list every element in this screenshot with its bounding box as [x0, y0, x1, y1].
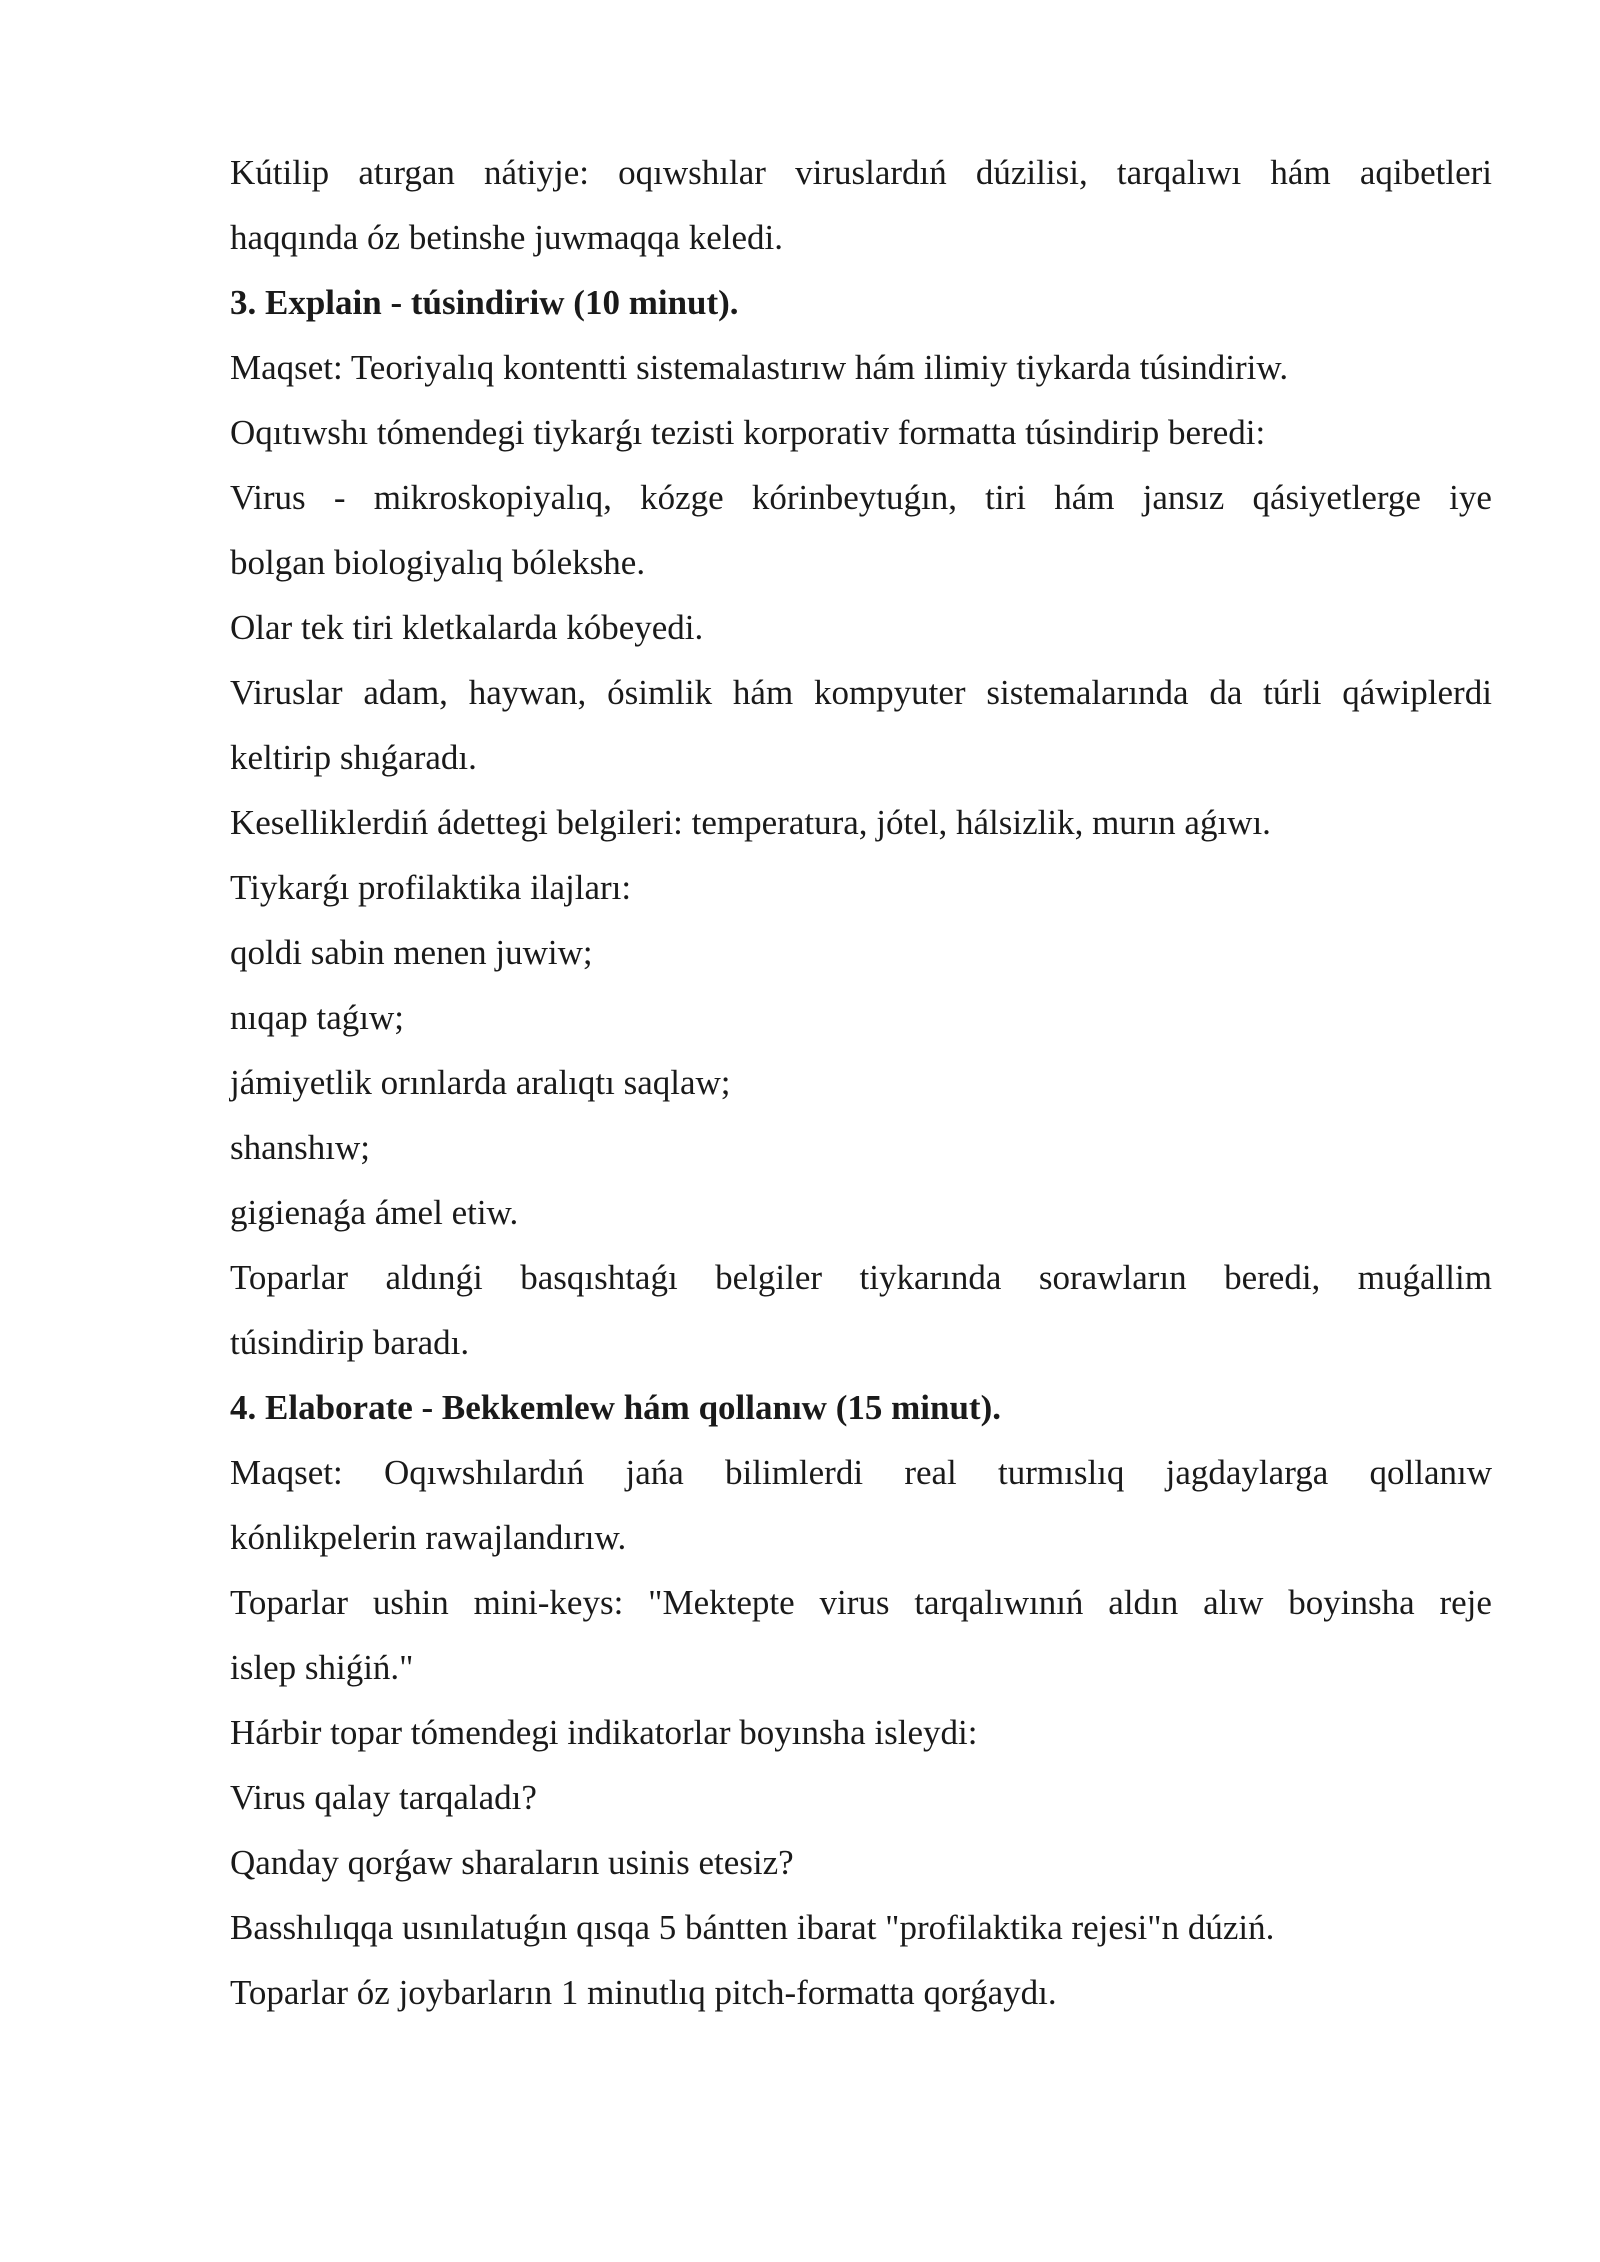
word: nátiyje: — [484, 153, 590, 192]
word: sistemalarında — [986, 673, 1189, 712]
text-line: Tiykarǵı profilaktika ilajları: — [230, 868, 632, 907]
section-heading: 4. Elaborate - Bekkemlew hám qollanıw (15 minut). — [230, 1388, 1001, 1427]
word: jagdaylarga — [1165, 1453, 1329, 1492]
word: túrli — [1263, 673, 1322, 712]
word: kózge — [640, 478, 724, 517]
text-line — [230, 1440, 1492, 1505]
text-line — [230, 140, 1492, 205]
text-line — [230, 660, 1492, 725]
word: reje — [1439, 1583, 1492, 1622]
text-line: Hárbir topar tómendegi indikatorlar boyınsha isleydi: — [230, 1713, 978, 1752]
word: iye — [1449, 478, 1492, 517]
text-line: bolgan biologiyalıq bólekshe. — [230, 543, 646, 582]
word: virus — [819, 1583, 890, 1622]
word: mikroskopiyalıq, — [373, 478, 612, 517]
word: alıw — [1203, 1583, 1264, 1622]
word: tiri — [985, 478, 1026, 517]
word: Oqıwshılardıń — [384, 1453, 585, 1492]
word: mini-keys: — [473, 1583, 624, 1622]
text-line — [230, 1570, 1492, 1635]
word: - — [333, 478, 346, 517]
word: da — [1209, 673, 1243, 712]
word: ósimlik — [607, 673, 713, 712]
word: qollanıw — [1369, 1453, 1492, 1492]
word: qáwiplerdi — [1342, 673, 1492, 712]
word: belgiler — [715, 1258, 823, 1297]
text-line: nıqap taǵıw; — [230, 998, 404, 1037]
word: Toparlar — [230, 1583, 349, 1622]
word: turmıslıq — [998, 1453, 1125, 1492]
word: Virus — [230, 478, 306, 517]
word: hám — [1270, 153, 1331, 192]
text-line: Olar tek tiri kletkalarda kóbeyedi. — [230, 608, 704, 647]
word: aldın — [1108, 1583, 1179, 1622]
word: viruslardıń — [795, 153, 947, 192]
text-line — [230, 1245, 1492, 1310]
word: boyinsha — [1288, 1583, 1415, 1622]
text-line: haqqında óz betinshe juwmaqqa keledi. — [230, 218, 784, 257]
word: qásiyetlerge — [1252, 478, 1421, 517]
word: jańa — [625, 1453, 684, 1492]
word: Maqset: — [230, 1453, 343, 1492]
text-line: túsindirip baradı. — [230, 1323, 470, 1362]
word: tarqalıwı — [1116, 153, 1242, 192]
word: aqibetleri — [1359, 153, 1492, 192]
word: dúzilisi, — [975, 153, 1088, 192]
text-line: Qanday qorǵaw sharaların usinis etesiz? — [230, 1843, 794, 1882]
word: tiykarında — [859, 1258, 1002, 1297]
text-line: Maqset: Teoriyalıq kontentti sistemalastırıw hám ilimiy tiykarda túsindiriw. — [230, 348, 1289, 387]
word: aldınǵi — [385, 1258, 483, 1297]
word: "Mektepte — [648, 1583, 795, 1622]
text-line: Oqıtıwshı tómendegi tiykarǵı tezisti korporativ formatta túsindirip beredi: — [230, 413, 1266, 452]
text-line: Basshılıqqa usınılatuǵın qısqa 5 bántten ibarat "profilaktika rejesi"n dúziń. — [230, 1908, 1275, 1947]
word: Toparlar — [230, 1258, 349, 1297]
word: hám — [732, 673, 794, 712]
text-line: keltirip shıǵaradı. — [230, 738, 477, 777]
text-line: qoldi sabin menen juwiw; — [230, 933, 593, 972]
text-line: jámiyetlik orınlarda aralıqtı saqlaw; — [230, 1063, 731, 1102]
document-body — [230, 140, 1492, 2025]
word: kompyuter — [813, 673, 966, 712]
word: kórinbeytuǵın, — [751, 478, 957, 517]
word: oqıwshılar — [618, 153, 766, 192]
text-line: shanshıw; — [230, 1128, 370, 1167]
section-heading: 3. Explain - túsindiriw (10 minut). — [230, 283, 739, 322]
word: bilimlerdi — [725, 1453, 864, 1492]
word: jansız — [1142, 478, 1225, 517]
word: atırgan — [358, 153, 455, 192]
word: sorawların — [1038, 1258, 1187, 1297]
word: muǵallim — [1357, 1258, 1492, 1297]
word: haywan, — [468, 673, 587, 712]
word: hám — [1054, 478, 1115, 517]
document-page — [230, 140, 1492, 2025]
text-line — [230, 465, 1492, 530]
word: Kútilip — [230, 153, 330, 192]
text-line: gigienaǵa ámel etiw. — [230, 1193, 519, 1232]
word: ushin — [372, 1583, 449, 1622]
word: adam, — [363, 673, 448, 712]
word: basqıshtaǵı — [520, 1258, 678, 1297]
word: Viruslar — [230, 673, 343, 712]
text-line: islep shiǵiń." — [230, 1648, 414, 1687]
text-line: Virus qalay tarqaladı? — [230, 1778, 537, 1817]
word: real — [904, 1453, 957, 1492]
text-line: Toparlar óz joybarların 1 minutlıq pitch-formatta qorǵaydı. — [230, 1973, 1057, 2012]
text-line: Keselliklerdiń ádettegi belgileri: temperatura, jótel, hálsizlik, murın aǵıwı. — [230, 803, 1271, 842]
word: beredi, — [1224, 1258, 1321, 1297]
word: tarqalıwınıń — [914, 1583, 1084, 1622]
text-line: kónlikpelerin rawajlandırıw. — [230, 1518, 627, 1557]
